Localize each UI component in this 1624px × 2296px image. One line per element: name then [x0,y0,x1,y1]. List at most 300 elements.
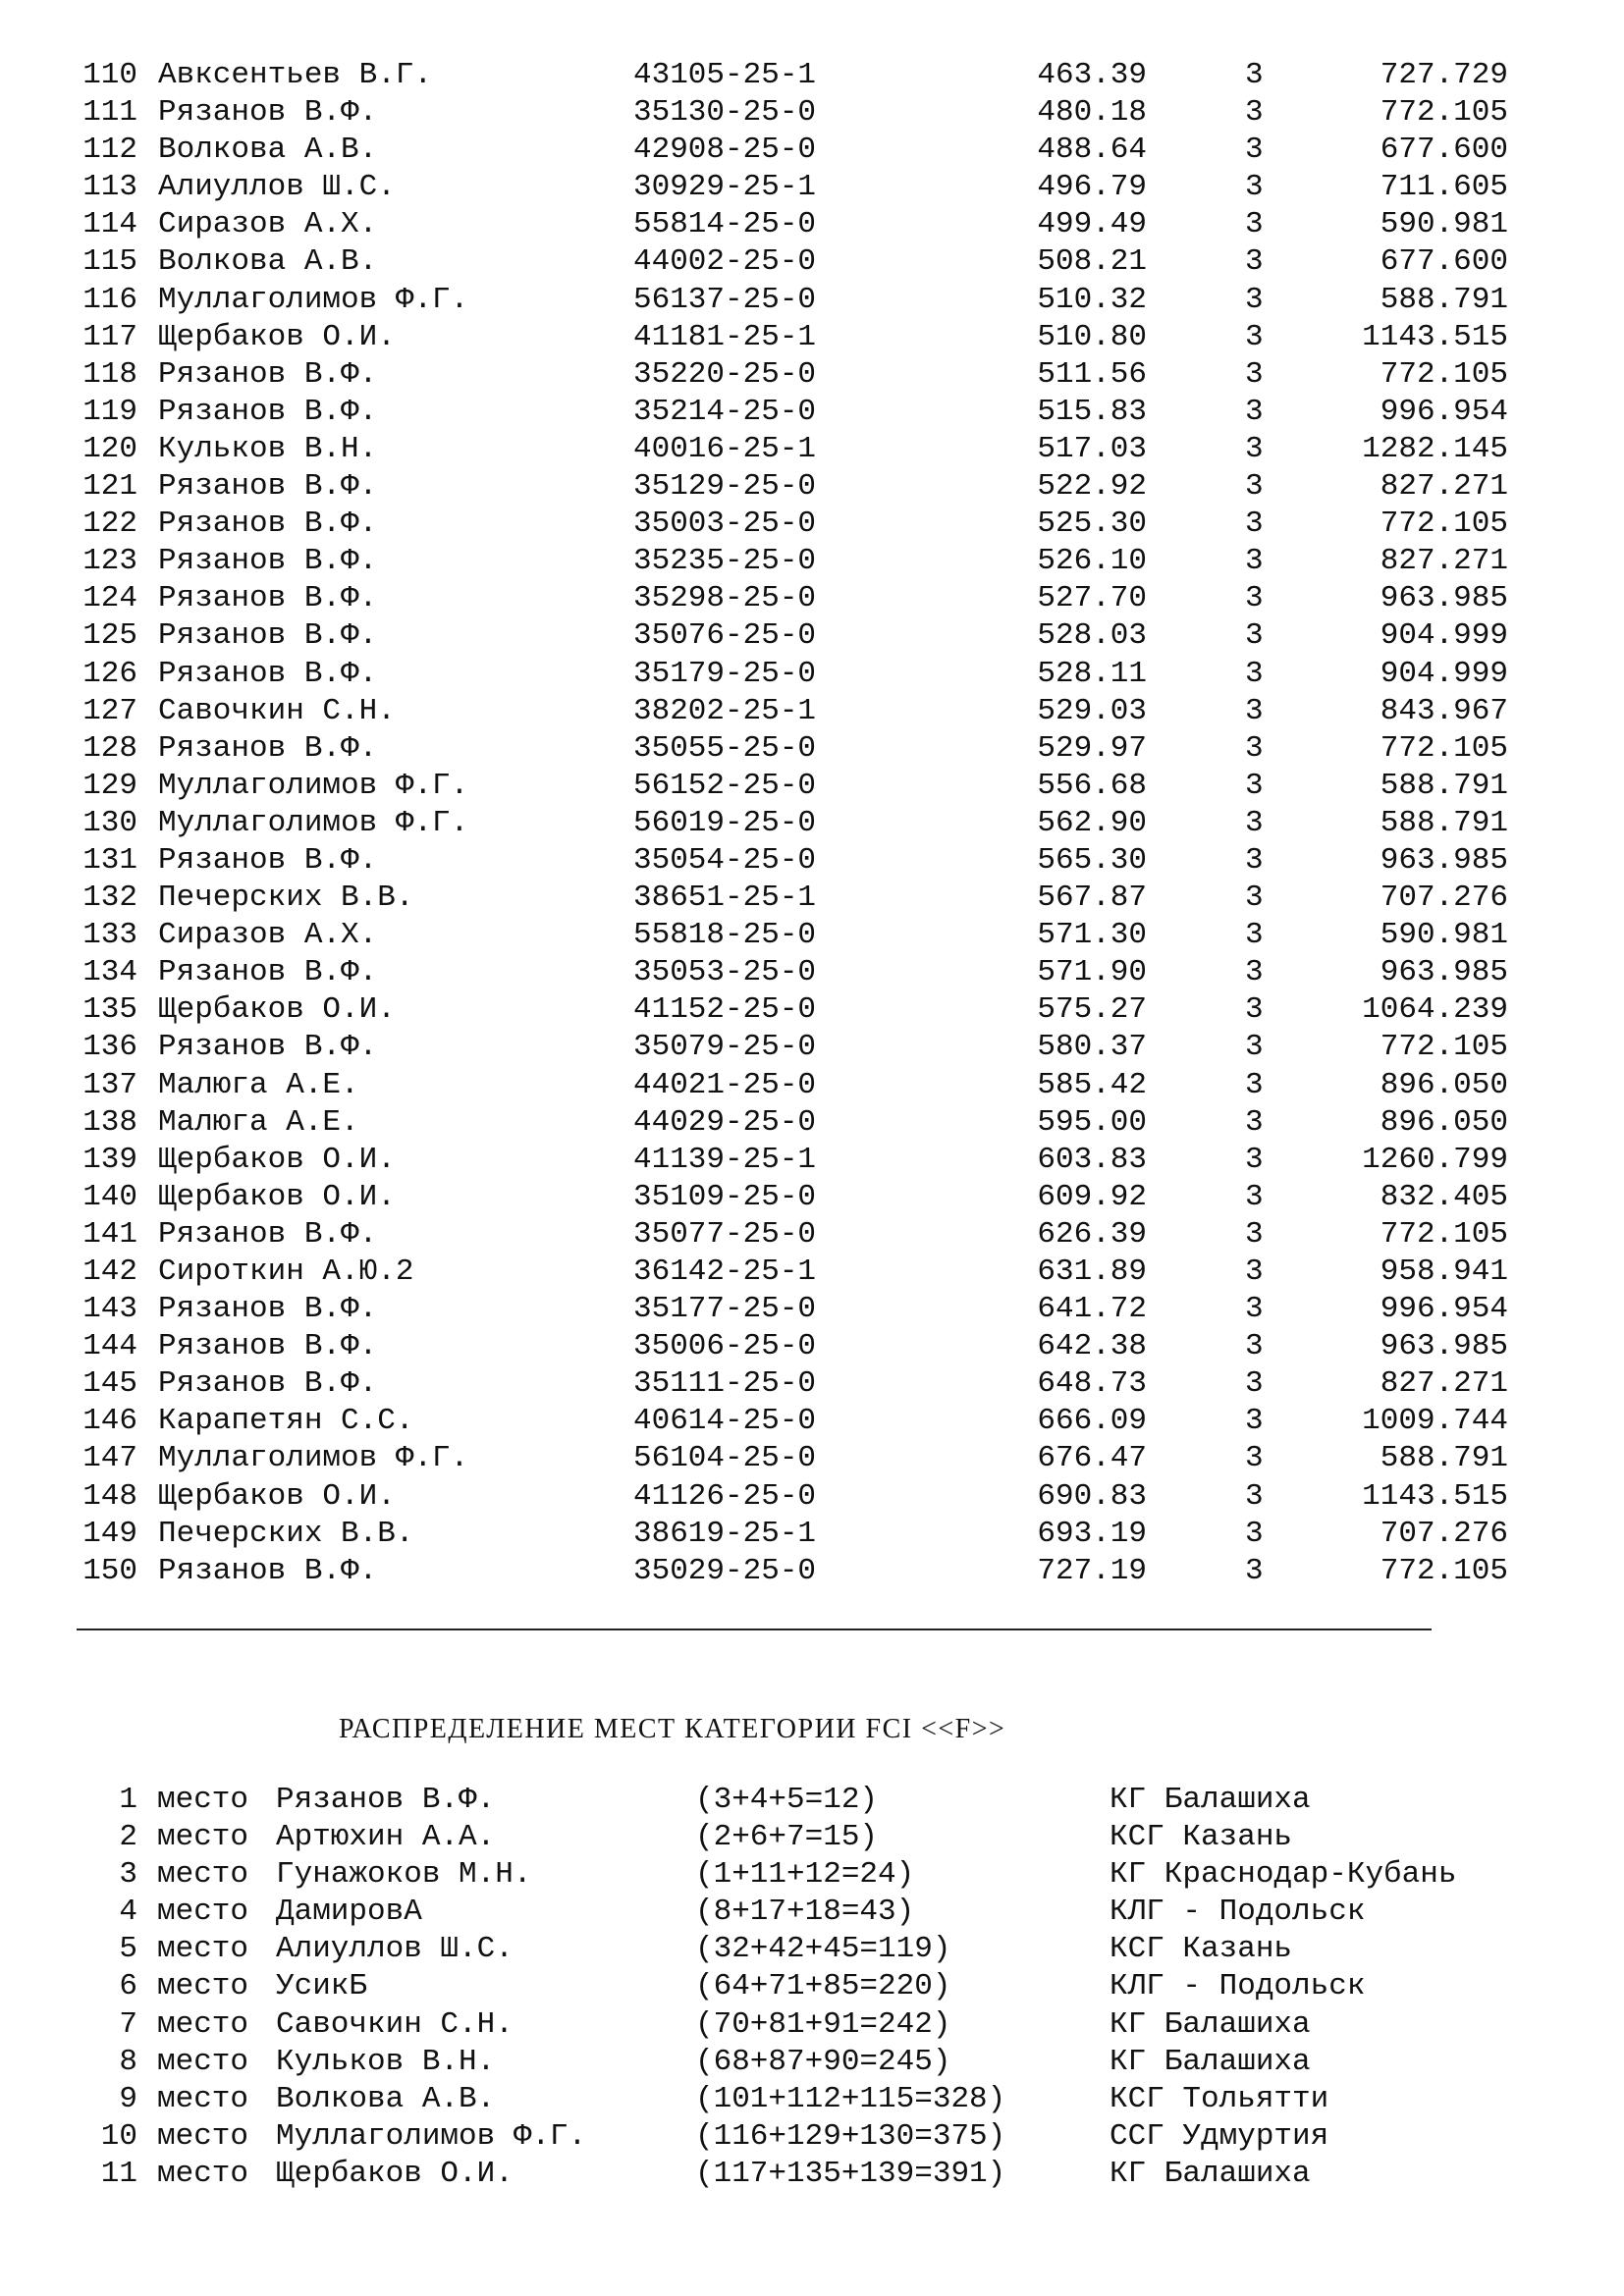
place-calculation: (68+87+90=245) [695,2044,951,2079]
place-club: КГ Балашиха [1110,2006,1311,2042]
table-row [77,543,1508,580]
place-name: Муллаголимов Ф.Г. [276,2118,587,2154]
place-word: место [157,1820,249,1855]
points: 963.985 [1380,955,1508,990]
place-number: 2 [119,1820,137,1855]
entry-code: 44021-25-0 [633,1067,817,1102]
table-row [77,206,1508,243]
score: 529.03 [1037,693,1147,728]
competitor-name: Рязанов В.Ф. [158,730,378,766]
entry-code: 35053-25-0 [633,955,817,990]
row-number: 112 [82,133,137,168]
category: 3 [1245,1255,1264,1289]
entry-code: 35109-25-0 [633,1179,817,1214]
list-item [77,2006,1549,2044]
table-row [77,805,1508,842]
place-number: 1 [119,1783,137,1817]
competitor-name: Рязанов В.Ф. [158,1216,378,1252]
table-row [77,1067,1508,1104]
entry-code: 35076-25-0 [633,618,817,654]
entry-code: 55814-25-0 [633,207,817,242]
row-number: 150 [82,1553,137,1588]
entry-code: 40614-25-0 [633,1404,817,1439]
table-row [77,1440,1508,1477]
points: 588.791 [1380,805,1508,840]
competitor-name: Кульков В.Н. [158,431,378,466]
table-row [77,656,1508,693]
competitor-name: Малюга А.Е. [158,1067,359,1102]
row-number: 117 [82,319,137,354]
list-item [77,2156,1549,2193]
place-club: КСГ Тольятти [1110,2081,1329,2116]
category: 3 [1245,1067,1264,1102]
place-number: 9 [119,2081,137,2116]
competitor-name: Рязанов В.Ф. [158,95,378,131]
competitor-name: Алиуллов Ш.С. [158,170,396,205]
category: 3 [1245,95,1264,131]
score: 571.90 [1037,955,1147,990]
points: 904.999 [1380,656,1508,691]
category: 3 [1245,918,1264,953]
competitor-name: Муллаголимов Ф.Г. [158,768,469,803]
points: 827.271 [1380,469,1508,505]
row-number: 116 [82,282,137,317]
table-row [77,506,1508,543]
place-club: КЛГ - Подольск [1110,1969,1366,2004]
table-row [77,580,1508,617]
category: 3 [1245,730,1264,766]
place-number: 3 [119,1857,137,1893]
score: 511.56 [1037,356,1147,392]
table-row [77,693,1508,730]
entry-code: 36142-25-1 [633,1255,817,1289]
competitor-name: Сиразов А.Х. [158,918,378,953]
row-number: 110 [82,58,137,92]
score: 525.30 [1037,507,1147,542]
competitor-name: Рязанов В.Ф. [158,1366,378,1402]
score: 585.42 [1037,1067,1147,1102]
place-calculation: (8+17+18=43) [695,1895,915,1930]
score: 480.18 [1037,95,1147,131]
score: 515.83 [1037,394,1147,429]
place-name: Гунажоков М.Н. [276,1857,532,1893]
category: 3 [1245,768,1264,803]
place-club: КГ Балашиха [1110,2044,1311,2079]
competitor-name: Рязанов В.Ф. [158,1329,378,1364]
points: 1009.744 [1362,1404,1508,1439]
table-row [77,243,1508,281]
competitor-name: Рязанов В.Ф. [158,507,378,542]
score: 648.73 [1037,1366,1147,1402]
competitor-name: Карапетян С.С. [158,1404,414,1439]
points: 772.105 [1380,1553,1508,1588]
competitor-name: Рязанов В.Ф. [158,656,378,691]
competitor-name: Рязанов В.Ф. [158,581,378,616]
competitor-name: Рязанов В.Ф. [158,618,378,654]
table-row [77,917,1508,954]
place-calculation: (2+6+7=15) [695,1820,879,1855]
place-word: место [157,1969,249,2004]
category: 3 [1245,1216,1264,1252]
score: 580.37 [1037,1030,1147,1065]
place-word: место [157,2006,249,2042]
category: 3 [1245,581,1264,616]
row-number: 133 [82,918,137,953]
table-row [77,1403,1508,1440]
score: 529.97 [1037,730,1147,766]
placement-table [77,1782,1549,2193]
score: 510.32 [1037,282,1147,317]
place-calculation: (1+11+12=24) [695,1857,915,1893]
points: 707.276 [1380,1516,1508,1551]
points: 996.954 [1380,1292,1508,1327]
entry-code: 35214-25-0 [633,394,817,429]
list-item [77,2044,1549,2081]
row-number: 118 [82,356,137,392]
points: 1064.239 [1362,992,1508,1028]
points: 677.600 [1380,244,1508,280]
score: 567.87 [1037,881,1147,916]
points: 1143.515 [1362,1478,1508,1514]
place-word: место [157,1783,249,1817]
score: 609.92 [1037,1179,1147,1214]
points: 590.981 [1380,918,1508,953]
points: 827.271 [1380,544,1508,579]
row-number: 127 [82,693,137,728]
category: 3 [1245,1292,1264,1327]
table-row [77,169,1508,206]
points: 727.729 [1380,58,1508,92]
table-row [77,57,1508,94]
place-club: КГ Балашиха [1110,1783,1311,1817]
points: 677.600 [1380,133,1508,168]
table-row [77,1254,1508,1291]
table-row [77,730,1508,768]
place-name: Алиуллов Ш.С. [276,1932,514,1967]
score: 562.90 [1037,805,1147,840]
category: 3 [1245,207,1264,242]
competitor-name: Рязанов В.Ф. [158,469,378,505]
competitor-name: Рязанов В.Ф. [158,1030,378,1065]
table-row [77,1029,1508,1066]
competitor-name: Рязанов В.Ф. [158,1553,378,1588]
competitor-name: Щербаков О.И. [158,992,396,1028]
entry-code: 35130-25-0 [633,95,817,131]
row-number: 114 [82,207,137,242]
row-number: 124 [82,581,137,616]
score: 595.00 [1037,1104,1147,1140]
entry-code: 41181-25-1 [633,319,817,354]
competitor-name: Сиразов А.Х. [158,207,378,242]
row-number: 130 [82,805,137,840]
row-number: 135 [82,992,137,1028]
place-club: КГ Краснодар-Кубань [1110,1857,1457,1893]
row-number: 134 [82,955,137,990]
list-item [77,2118,1549,2156]
category: 3 [1245,1404,1264,1439]
points: 1260.799 [1362,1142,1508,1177]
entry-code: 56137-25-0 [633,282,817,317]
row-number: 115 [82,244,137,280]
category: 3 [1245,133,1264,168]
row-number: 113 [82,170,137,205]
score: 496.79 [1037,170,1147,205]
row-number: 126 [82,656,137,691]
competitor-name: Щербаков О.И. [158,319,396,354]
entry-code: 43105-25-1 [633,58,817,92]
category: 3 [1245,319,1264,354]
table-row [77,282,1508,319]
list-item [77,1968,1549,2005]
list-item [77,1856,1549,1894]
row-number: 119 [82,394,137,429]
row-number: 137 [82,1067,137,1102]
table-row [77,954,1508,991]
competitor-name: Рязанов В.Ф. [158,356,378,392]
score: 510.80 [1037,319,1147,354]
table-row [77,94,1508,132]
row-number: 122 [82,507,137,542]
row-number: 142 [82,1255,137,1289]
table-row [77,1553,1508,1590]
place-number: 10 [100,2118,137,2154]
table-row [77,1328,1508,1365]
place-club: КСГ Казань [1110,1932,1293,1967]
category: 3 [1245,507,1264,542]
score: 690.83 [1037,1478,1147,1514]
list-item [77,2081,1549,2118]
points: 772.105 [1380,730,1508,766]
competitor-name: Рязанов В.Ф. [158,955,378,990]
place-number: 5 [119,1932,137,1967]
row-number: 121 [82,469,137,505]
points: 588.791 [1380,282,1508,317]
score: 463.39 [1037,58,1147,92]
row-number: 120 [82,431,137,466]
place-name: Кульков В.Н. [276,2044,496,2079]
place-name: Артюхин А.А. [276,1820,496,1855]
entry-code: 35079-25-0 [633,1030,817,1065]
points: 843.967 [1380,693,1508,728]
table-row [77,842,1508,880]
entry-code: 35298-25-0 [633,581,817,616]
row-number: 146 [82,1404,137,1439]
competitor-name: Муллаголимов Ф.Г. [158,805,469,840]
place-calculation: (116+129+130=375) [695,2118,1006,2154]
table-row [77,1365,1508,1403]
category: 3 [1245,244,1264,280]
points: 707.276 [1380,881,1508,916]
category: 3 [1245,356,1264,392]
category: 3 [1245,1553,1264,1588]
table-row [77,768,1508,805]
score: 676.47 [1037,1441,1147,1476]
placement-heading: РАСПРЕДЕЛЕНИЕ МЕСТ КАТЕГОРИИ FCI <<F>> [339,1714,1006,1744]
competitor-name: Щербаков О.И. [158,1179,396,1214]
category: 3 [1245,1329,1264,1364]
list-item [77,1819,1549,1856]
row-number: 148 [82,1478,137,1514]
place-name: Рязанов В.Ф. [276,1783,496,1817]
place-number: 11 [100,2156,137,2191]
points: 772.105 [1380,356,1508,392]
score: 727.19 [1037,1553,1147,1588]
row-number: 140 [82,1179,137,1214]
competitor-name: Рязанов В.Ф. [158,1292,378,1327]
category: 3 [1245,469,1264,505]
category: 3 [1245,805,1264,840]
competitor-name: Рязанов В.Ф. [158,394,378,429]
row-number: 138 [82,1104,137,1140]
category: 3 [1245,58,1264,92]
entry-code: 30929-25-1 [633,170,817,205]
place-name: Савочкин С.Н. [276,2006,514,2042]
place-name: УсикБ [276,1969,368,2004]
table-row [77,1179,1508,1216]
place-calculation: (70+81+91=242) [695,2006,951,2042]
points: 590.981 [1380,207,1508,242]
competitor-name: Савочкин С.Н. [158,693,396,728]
category: 3 [1245,170,1264,205]
category: 3 [1245,842,1264,878]
place-number: 7 [119,2006,137,2042]
place-number: 4 [119,1895,137,1930]
category: 3 [1245,656,1264,691]
row-number: 147 [82,1441,137,1476]
place-word: место [157,2044,249,2079]
row-number: 129 [82,768,137,803]
entry-code: 56019-25-0 [633,805,817,840]
category: 3 [1245,1030,1264,1065]
points: 904.999 [1380,618,1508,654]
row-number: 125 [82,618,137,654]
score: 522.92 [1037,469,1147,505]
table-row [77,431,1508,468]
table-row [77,1104,1508,1142]
points: 772.105 [1380,1030,1508,1065]
place-word: место [157,1857,249,1893]
row-number: 141 [82,1216,137,1252]
competitor-name: Щербаков О.И. [158,1478,396,1514]
place-word: место [157,2081,249,2116]
points: 963.985 [1380,1329,1508,1364]
points: 772.105 [1380,1216,1508,1252]
table-row [77,1478,1508,1516]
entry-code: 44029-25-0 [633,1104,817,1140]
entry-code: 40016-25-1 [633,431,817,466]
place-word: место [157,2118,249,2154]
entry-code: 41126-25-0 [633,1478,817,1514]
entry-code: 38651-25-1 [633,881,817,916]
row-number: 149 [82,1516,137,1551]
competitor-name: Рязанов В.Ф. [158,842,378,878]
table-row [77,394,1508,431]
row-number: 132 [82,881,137,916]
row-number: 128 [82,730,137,766]
score: 641.72 [1037,1292,1147,1327]
category: 3 [1245,955,1264,990]
score: 499.49 [1037,207,1147,242]
separator-line [77,1629,1432,1630]
entry-code: 35055-25-0 [633,730,817,766]
score: 508.21 [1037,244,1147,280]
category: 3 [1245,394,1264,429]
entry-code: 35054-25-0 [633,842,817,878]
points: 963.985 [1380,581,1508,616]
place-club: КЛГ - Подольск [1110,1895,1366,1930]
entry-code: 35077-25-0 [633,1216,817,1252]
points: 588.791 [1380,1441,1508,1476]
place-calculation: (3+4+5=12) [695,1783,879,1817]
table-row [77,1291,1508,1328]
competitor-name: Рязанов В.Ф. [158,544,378,579]
table-row [77,1516,1508,1553]
points: 832.405 [1380,1179,1508,1214]
category: 3 [1245,431,1264,466]
entry-code: 35177-25-0 [633,1292,817,1327]
results-table [77,57,1508,1590]
row-number: 144 [82,1329,137,1364]
entry-code: 41139-25-1 [633,1142,817,1177]
competitor-name: Волкова А.В. [158,133,378,168]
entry-code: 35111-25-0 [633,1366,817,1402]
entry-code: 35006-25-0 [633,1329,817,1364]
category: 3 [1245,693,1264,728]
entry-code: 35220-25-0 [633,356,817,392]
competitor-name: Печерских В.В. [158,881,414,916]
entry-code: 44002-25-0 [633,244,817,280]
competitor-name: Муллаголимов Ф.Г. [158,1441,469,1476]
category: 3 [1245,1478,1264,1514]
competitor-name: Авксентьев В.Г. [158,58,433,92]
score: 528.11 [1037,656,1147,691]
table-row [77,1142,1508,1179]
table-row [77,1216,1508,1254]
table-row [77,617,1508,655]
place-name: ДамировА [276,1895,422,1930]
score: 488.64 [1037,133,1147,168]
place-name: Щербаков О.И. [276,2156,514,2191]
entry-code: 42908-25-0 [633,133,817,168]
points: 996.954 [1380,394,1508,429]
score: 565.30 [1037,842,1147,878]
points: 588.791 [1380,768,1508,803]
entry-code: 41152-25-0 [633,992,817,1028]
category: 3 [1245,1366,1264,1402]
category: 3 [1245,1179,1264,1214]
entry-code: 55818-25-0 [633,918,817,953]
row-number: 111 [82,95,137,131]
category: 3 [1245,618,1264,654]
place-word: место [157,2156,249,2191]
score: 575.27 [1037,992,1147,1028]
points: 896.050 [1380,1067,1508,1102]
competitor-name: Щербаков О.И. [158,1142,396,1177]
place-word: место [157,1932,249,1967]
list-item [77,1894,1549,1931]
entry-code: 56152-25-0 [633,768,817,803]
score: 626.39 [1037,1216,1147,1252]
points: 1282.145 [1362,431,1508,466]
entry-code: 35129-25-0 [633,469,817,505]
points: 963.985 [1380,842,1508,878]
score: 631.89 [1037,1255,1147,1289]
entry-code: 35235-25-0 [633,544,817,579]
place-club: ССГ Удмуртия [1110,2118,1329,2154]
category: 3 [1245,1441,1264,1476]
place-calculation: (32+42+45=119) [695,1932,951,1967]
points: 958.941 [1380,1255,1508,1289]
